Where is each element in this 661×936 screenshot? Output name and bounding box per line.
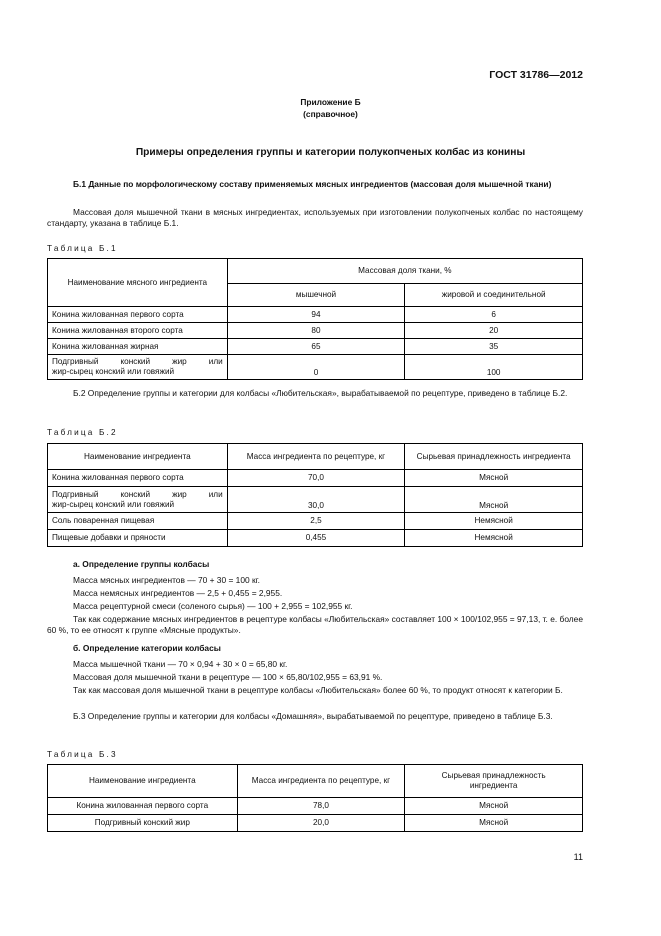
table-cell: Конина жилованная жирная bbox=[48, 339, 228, 355]
table-cell: 78,0 bbox=[237, 798, 405, 815]
table-b1-caption: Таблица Б.1 bbox=[47, 244, 118, 253]
group-line-1: Масса мясных ингредиентов — 70 + 30 = 100 кг. bbox=[73, 575, 260, 585]
table-row bbox=[48, 307, 583, 323]
table-cell: 94 bbox=[227, 307, 405, 323]
table-b1-header-muscle: мышечной bbox=[227, 284, 405, 307]
table-row bbox=[48, 798, 583, 815]
table-b1-header-group: Массовая доля ткани, % bbox=[227, 259, 582, 284]
appendix-subtitle: (справочное) bbox=[303, 109, 358, 119]
category-line-3: Так как массовая доля мышечной ткани в рецептуре колбасы «Любительская» более 60 %, то продукт относят к категории Б. bbox=[73, 685, 563, 695]
table-cell: 0,455 bbox=[227, 530, 405, 547]
table-cell: Мясной bbox=[405, 470, 583, 487]
table-b3-header-mass: Масса ингредиента по рецептуре, кг bbox=[237, 765, 405, 798]
table-b3-header-name: Наименование ингредиента bbox=[48, 765, 238, 798]
table-cell: 20,0 bbox=[237, 815, 405, 832]
table-cell bbox=[48, 487, 228, 513]
header-line: Сырьевая принадлежность bbox=[441, 771, 546, 781]
category-line-2: Массовая доля мышечной ткани в рецептуре — 100 × 65,80/102,955 = 63,91 %. bbox=[73, 672, 383, 682]
table-cell: 80 bbox=[227, 323, 405, 339]
table-cell: Мясной bbox=[405, 815, 583, 832]
group-line-3: Масса рецептурной смеси (соленого сырья) — 100 + 2,955 = 102,955 кг. bbox=[73, 601, 353, 611]
appendix-title: Приложение Б bbox=[300, 97, 361, 107]
table-cell: Пищевые добавки и пряности bbox=[48, 530, 228, 547]
group-line-4: Так как содержание мясных ингредиентов в рецептуре колбасы «Любительская» составляет 100 × 100/102,955 = 97,13, т. е. более 60 %, то ее относят к группе «Мясные продукты». bbox=[47, 614, 583, 636]
table-cell: 70,0 bbox=[227, 470, 405, 487]
table-cell: Конина жилованная первого сорта bbox=[48, 307, 228, 323]
table-cell: Мясной bbox=[405, 487, 583, 513]
table-b2-header-mass: Масса ингредиента по рецептуре, кг bbox=[227, 444, 405, 470]
cell-line: Подгривный конский жир или bbox=[52, 489, 223, 499]
standard-number: ГОСТ 31786—2012 bbox=[489, 69, 583, 81]
table-cell: 30,0 bbox=[227, 487, 405, 513]
group-heading: а. Определение группы колбасы bbox=[73, 559, 210, 569]
table-b2 bbox=[47, 443, 583, 547]
table-row bbox=[48, 323, 583, 339]
table-cell: Немясной bbox=[405, 513, 583, 530]
cell-line: жир-сырец конский или говяжий bbox=[52, 367, 175, 376]
table-b3 bbox=[47, 764, 583, 832]
table-cell: Мясной bbox=[405, 798, 583, 815]
table-cell: Соль поваренная пищевая bbox=[48, 513, 228, 530]
table-b1-header-fat: жировой и соединительной bbox=[405, 284, 583, 307]
table-cell: 6 bbox=[405, 307, 583, 323]
table-row bbox=[48, 487, 583, 513]
table-cell: 65 bbox=[227, 339, 405, 355]
section-b1-heading: Б.1 Данные по морфологическому составу применяемых мясных ингредиентов (массовая доля мышечной ткани) bbox=[73, 179, 552, 189]
category-heading: б. Определение категории колбасы bbox=[73, 643, 221, 653]
table-cell: 100 bbox=[405, 355, 583, 380]
section-b3-text: Б.3 Определение группы и категории для колбасы «Домашняя», вырабатываемой по рецептуре, приведено в таблице Б.3. bbox=[73, 711, 553, 721]
table-row bbox=[48, 513, 583, 530]
table-cell: Конина жилованная второго сорта bbox=[48, 323, 228, 339]
table-b3-header-type bbox=[405, 765, 583, 798]
table-b2-header-name: Наименование ингредиента bbox=[48, 444, 228, 470]
table-cell: Подгривный конский жир bbox=[48, 815, 238, 832]
group-line-2: Масса немясных ингредиентов — 2,5 + 0,455 = 2,955. bbox=[73, 588, 283, 598]
section-b1-text: Массовая доля мышечной ткани в мясных ингредиентах, используемых при изготовлении полукопченых колбас по настоящему стандарту, указана в таблице Б.1. bbox=[47, 207, 583, 229]
table-cell: Немясной bbox=[405, 530, 583, 547]
table-row bbox=[48, 470, 583, 487]
header-line: ингредиента bbox=[469, 781, 518, 790]
table-cell: 2,5 bbox=[227, 513, 405, 530]
section-b2-text: Б.2 Определение группы и категории для колбасы «Любительская», вырабатываемой по рецептуре, приведено в таблице Б.2. bbox=[73, 388, 568, 398]
table-cell bbox=[48, 355, 228, 380]
table-row bbox=[48, 815, 583, 832]
table-b2-header-type: Сырьевая принадлежность ингредиента bbox=[405, 444, 583, 470]
table-cell: 20 bbox=[405, 323, 583, 339]
table-cell: Конина жилованная первого сорта bbox=[48, 470, 228, 487]
cell-line: жир-сырец конский или говяжий bbox=[52, 499, 175, 509]
table-b3-caption: Таблица Б.3 bbox=[47, 750, 118, 759]
table-b2-caption: Таблица Б.2 bbox=[47, 428, 118, 437]
table-cell: 35 bbox=[405, 339, 583, 355]
table-cell: 0 bbox=[227, 355, 405, 380]
page-number: 11 bbox=[573, 852, 583, 862]
category-line-1: Масса мышечной ткани — 70 × 0,94 + 30 × 0 = 65,80 кг. bbox=[73, 659, 288, 669]
table-row bbox=[48, 530, 583, 547]
table-b1-header-name: Наименование мясного ингредиента bbox=[48, 259, 228, 307]
table-cell: Конина жилованная первого сорта bbox=[48, 798, 238, 815]
document-title: Примеры определения группы и категории полукопченых колбас из конины bbox=[135, 147, 526, 158]
table-row bbox=[48, 339, 583, 355]
cell-line: Подгривный конский жир или bbox=[52, 357, 223, 367]
table-row bbox=[48, 355, 583, 380]
table-b1 bbox=[47, 258, 583, 380]
